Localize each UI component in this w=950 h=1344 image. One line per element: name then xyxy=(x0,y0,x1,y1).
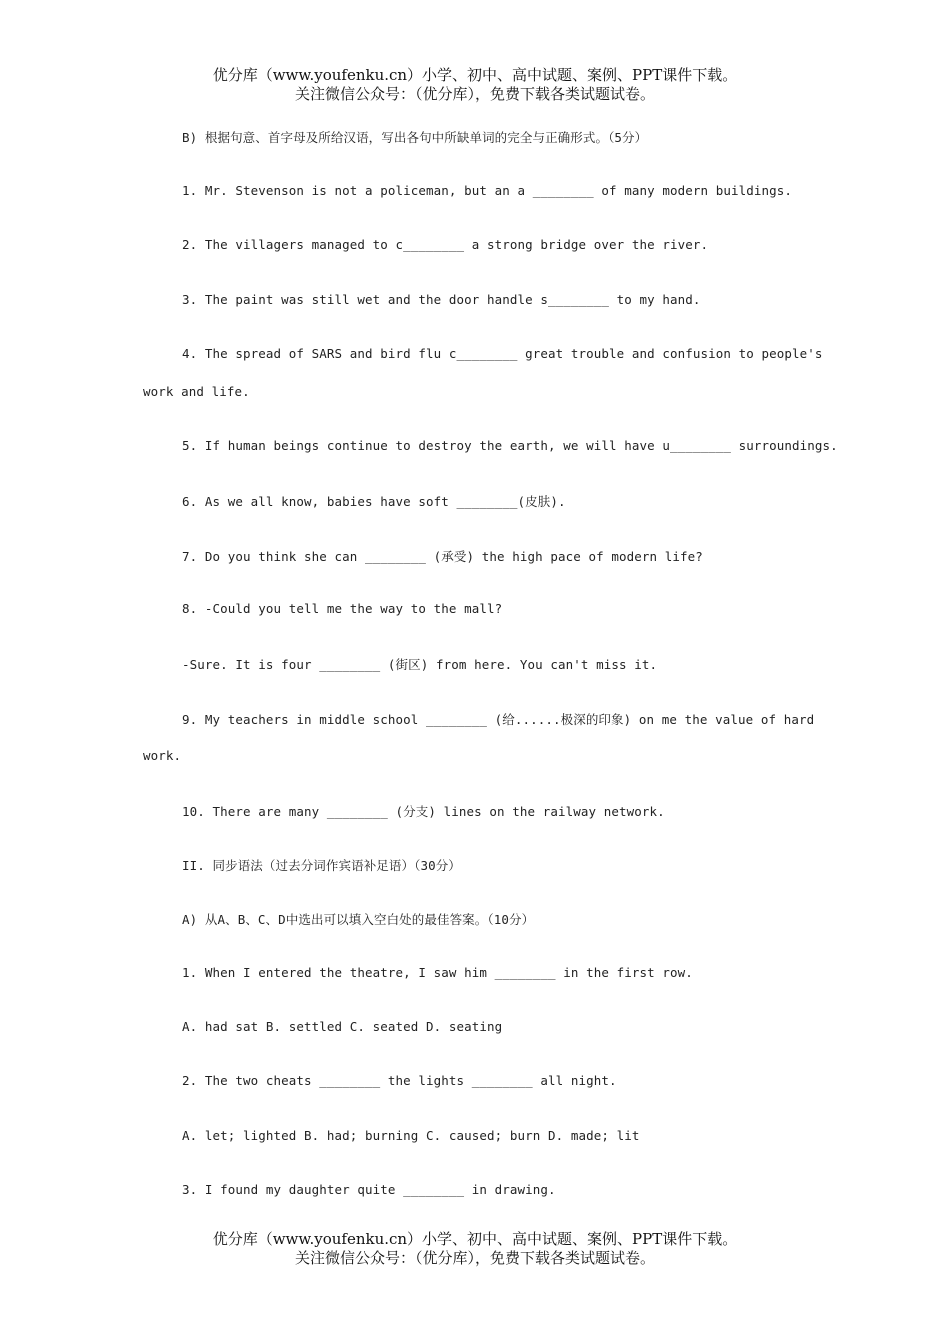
question-8-line-2: -Sure. It is four ________ (街区) from here. You can't miss it. xyxy=(182,657,658,672)
mc-question-2: 2. The two cheats ________ the lights ________ all night. xyxy=(182,1073,617,1088)
page-footer xyxy=(0,1230,950,1268)
question-2: 2. The villagers managed to c________ a strong bridge over the river. xyxy=(182,237,709,252)
mc-question-1: 1. When I entered the theatre, I saw him ________ in the first row. xyxy=(182,965,693,980)
page-header xyxy=(0,66,950,104)
mc-question-1-options: A. had sat B. settled C. seated D. seating xyxy=(182,1019,503,1034)
question-10: 10. There are many ________ (分支) lines on the railway network. xyxy=(182,804,665,819)
question-5: 5. If human beings continue to destroy the earth, we will have u________ surroundings. xyxy=(182,438,838,453)
part-a-instructions: A) 从A、B、C、D中选出可以填入空白处的最佳答案。（10分） xyxy=(182,912,535,927)
part-b-instructions: B) 根据句意、首字母及所给汉语，写出各句中所缺单词的完全与正确形式。（5分） xyxy=(182,130,648,145)
footer-line-1: 优分库（www.youfenku.cn）小学、初中、高中试题、案例、PPT课件下载。 xyxy=(212,1230,738,1248)
section-2-title: II. 同步语法（过去分词作宾语补足语）（30分） xyxy=(182,858,461,873)
mc-question-2-options: A. let; lighted B. had; burning C. caused; burn D. made; lit xyxy=(182,1128,640,1143)
question-3: 3. The paint was still wet and the door handle s________ to my hand. xyxy=(182,292,701,307)
header-line-1: 优分库（www.youfenku.cn）小学、初中、高中试题、案例、PPT课件下载。 xyxy=(212,66,738,84)
header-line-2: 关注微信公众号：（优分库），免费下载各类试题试卷。 xyxy=(294,85,655,103)
mc-question-3: 3. I found my daughter quite ________ in drawing. xyxy=(182,1182,556,1197)
question-4-line-2: work and life. xyxy=(143,384,250,399)
question-7: 7. Do you think she can ________ (承受) the high pace of modern life? xyxy=(182,549,703,564)
question-9-line-2: work. xyxy=(143,748,182,763)
question-8-line-1: 8. -Could you tell me the way to the mall? xyxy=(182,601,503,616)
footer-line-2: 关注微信公众号：（优分库），免费下载各类试题试卷。 xyxy=(294,1249,655,1267)
question-1: 1. Mr. Stevenson is not a policeman, but an a ________ of many modern buildings. xyxy=(182,183,793,198)
question-9-line-1: 9. My teachers in middle school ________ (给......极深的印象) on me the value of hard xyxy=(182,712,815,727)
question-6: 6. As we all know, babies have soft ________(皮肤). xyxy=(182,494,566,509)
question-4-line-1: 4. The spread of SARS and bird flu c________ great trouble and confusion to people's xyxy=(182,346,823,361)
